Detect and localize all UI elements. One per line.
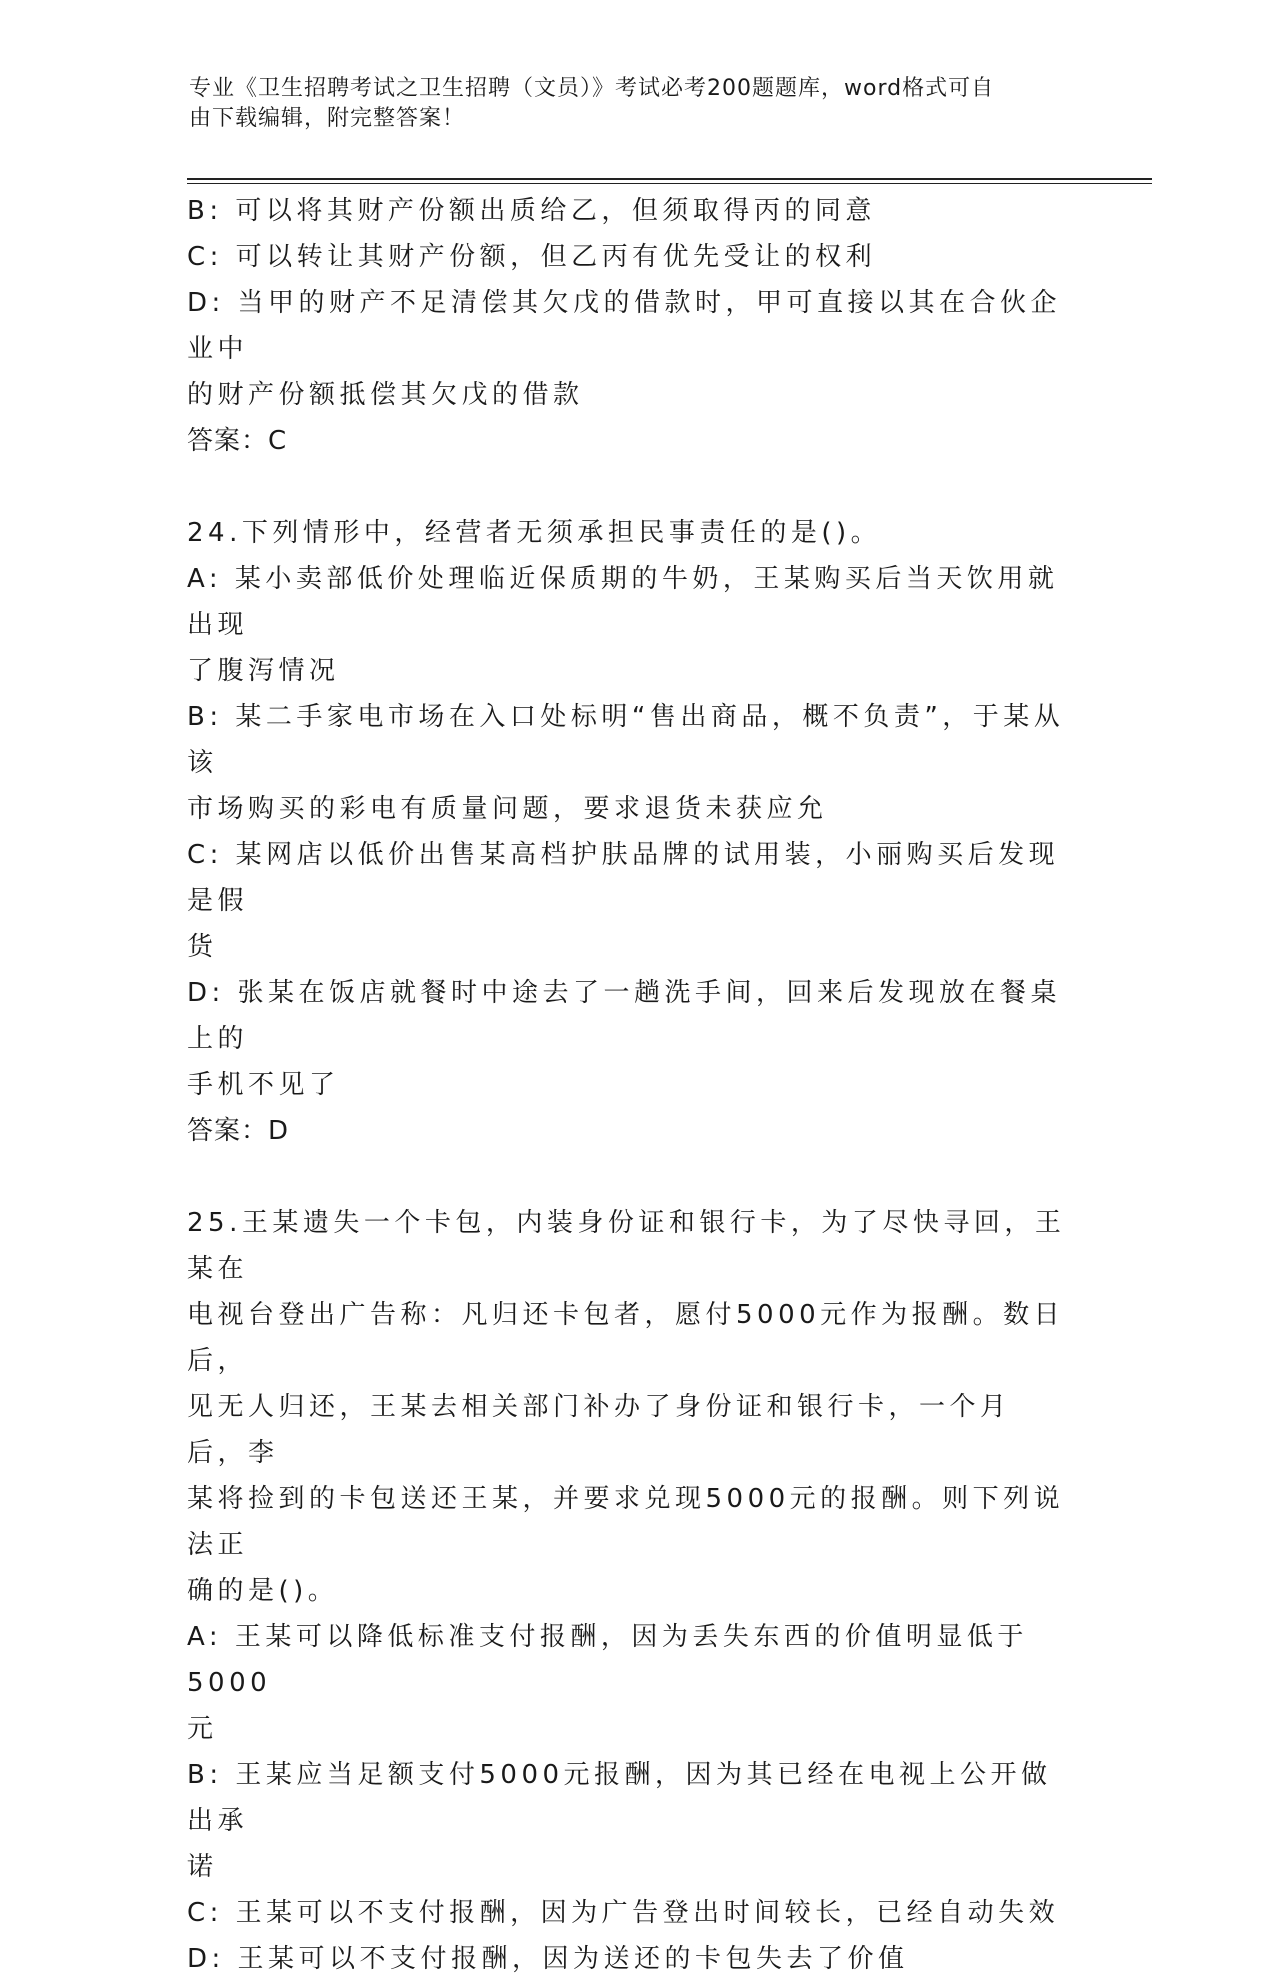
- q24-answer: 答案：D: [187, 1116, 290, 1146]
- q24-option-a-line-1: A: 某小卖部低价处理临近保质期的牛奶，王某购买后当天饮用就出现: [187, 564, 1059, 640]
- q25-stem-line-2: 电视台登出广告称：凡归还卡包者，愿付5000元作为报酬。数日后，: [187, 1300, 1065, 1376]
- document-header: [189, 74, 1069, 134]
- q25-option-c: C: 王某可以不支付报酬，因为广告登出时间较长，已经自动失效: [187, 1898, 1060, 1928]
- header-title-line-2: 由下载编辑，附完整答案！: [189, 106, 466, 131]
- q24-option-b-line-1: B: 某二手家电市场在入口处标明“售出商品，概不负责”，于某从该: [187, 702, 1065, 778]
- header-divider-thin: [187, 183, 1152, 184]
- q25-option-b-line-1: B: 王某应当足额支付5000元报酬，因为其已经在电视上公开做出承: [187, 1760, 1052, 1836]
- q24-option-d-line-2: 手机不见了: [187, 1070, 340, 1100]
- header-title-line-1: 专业《卫生招聘考试之卫生招聘（文员）》考试必考200题题库，word格式可自: [189, 76, 995, 101]
- q23-answer: 答案：C: [187, 426, 288, 456]
- q23-option-b: B: 可以将其财产份额出质给乙，但须取得丙的同意: [187, 196, 876, 226]
- q25-option-a-line-2: 元: [187, 1714, 218, 1744]
- q25-option-d: D: 王某可以不支付报酬，因为送还的卡包失去了价值: [187, 1944, 909, 1974]
- q24-stem: 24.下列情形中，经营者无须承担民事责任的是()。: [187, 518, 882, 548]
- q24-option-a-line-2: 了腹泻情况: [187, 656, 340, 686]
- q24-option-c-line-1: C: 某网店以低价出售某高档护肤品牌的试用装，小丽购买后发现是假: [187, 840, 1060, 916]
- q24-option-d-line-1: D: 张某在饭店就餐时中途去了一趟洗手间，回来后发现放在餐桌上的: [187, 978, 1062, 1054]
- q25-stem-line-1: 25.王某遗失一个卡包，内装身份证和银行卡，为了尽快寻回，王某在: [187, 1208, 1066, 1284]
- q25-option-b-line-2: 诺: [187, 1852, 218, 1882]
- q23-option-d-line-2: 的财产份额抵偿其欠戊的借款: [187, 380, 584, 410]
- document-body: [187, 188, 1067, 1982]
- header-divider-thick: [187, 178, 1152, 180]
- q25-stem-line-5: 确的是()。: [187, 1576, 339, 1606]
- q25-stem-line-4: 某将捡到的卡包送还王某，并要求兑现5000元的报酬。则下列说法正: [187, 1484, 1065, 1560]
- q25-option-a-line-1: A: 王某可以降低标准支付报酬，因为丢失东西的价值明显低于5000: [187, 1622, 1028, 1698]
- q23-option-c: C: 可以转让其财产份额，但乙丙有优先受让的权利: [187, 242, 877, 272]
- q24-option-b-line-2: 市场购买的彩电有质量问题，要求退货未获应允: [187, 794, 828, 824]
- q25-stem-line-3: 见无人归还，王某去相关部门补办了身份证和银行卡，一个月后，李: [187, 1392, 1011, 1468]
- q24-option-c-line-2: 货: [187, 932, 218, 962]
- q23-option-d-line-1: D: 当甲的财产不足清偿其欠戊的借款时，甲可直接以其在合伙企业中: [187, 288, 1062, 364]
